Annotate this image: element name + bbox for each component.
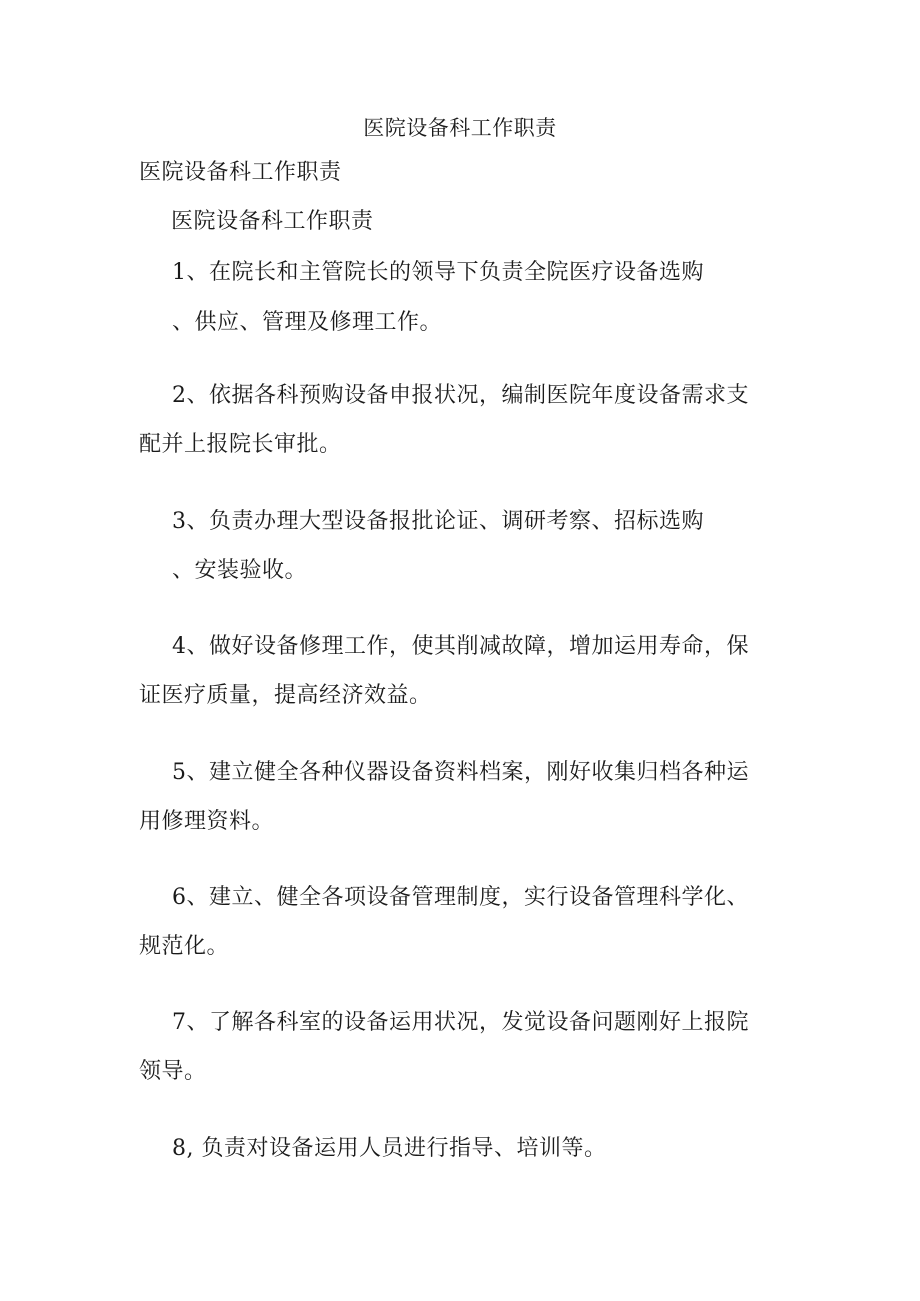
document-subheading: 医院设备科工作职责	[171, 209, 374, 234]
document-heading: 医院设备科工作职责	[139, 160, 342, 185]
item-5-line-2: 用修理资料。	[139, 809, 275, 834]
item-7-line-2: 领导。	[139, 1059, 207, 1084]
item-8-line-1: 8, 负责对设备运用人员进行指导、培训等。	[172, 1136, 607, 1161]
item-7-line-1: 7、了解各科室的设备运用状况，发觉设备问题刚好上报院	[172, 1010, 749, 1035]
item-6-line-1: 6、建立、健全各项设备管理制度，实行设备管理科学化、	[172, 885, 749, 910]
item-3-line-2: 、安装验收。	[172, 558, 308, 583]
item-4-line-1: 4、做好设备修理工作，使其削减故障，增加运用寿命，保	[172, 634, 749, 659]
item-3-line-1: 3、负责办理大型设备报批论证、调研考察、招标选购	[172, 509, 704, 534]
item-1-line-2: 、供应、管理及修理工作。	[172, 310, 443, 335]
item-4-line-2: 证医疗质量，提高经济效益。	[139, 683, 432, 708]
item-2-line-2: 配并上报院长审批。	[139, 432, 342, 457]
item-5-line-1: 5、建立健全各种仪器设备资料档案，刚好收集归档各种运	[172, 760, 749, 785]
document-title: 医院设备科工作职责	[363, 116, 557, 140]
item-6-line-2: 规范化。	[139, 934, 230, 959]
item-1-line-1: 1、在院长和主管院长的领导下负责全院医疗设备选购	[172, 260, 704, 285]
item-2-line-1: 2、依据各科预购设备申报状况，编制医院年度设备需求支	[172, 383, 749, 408]
